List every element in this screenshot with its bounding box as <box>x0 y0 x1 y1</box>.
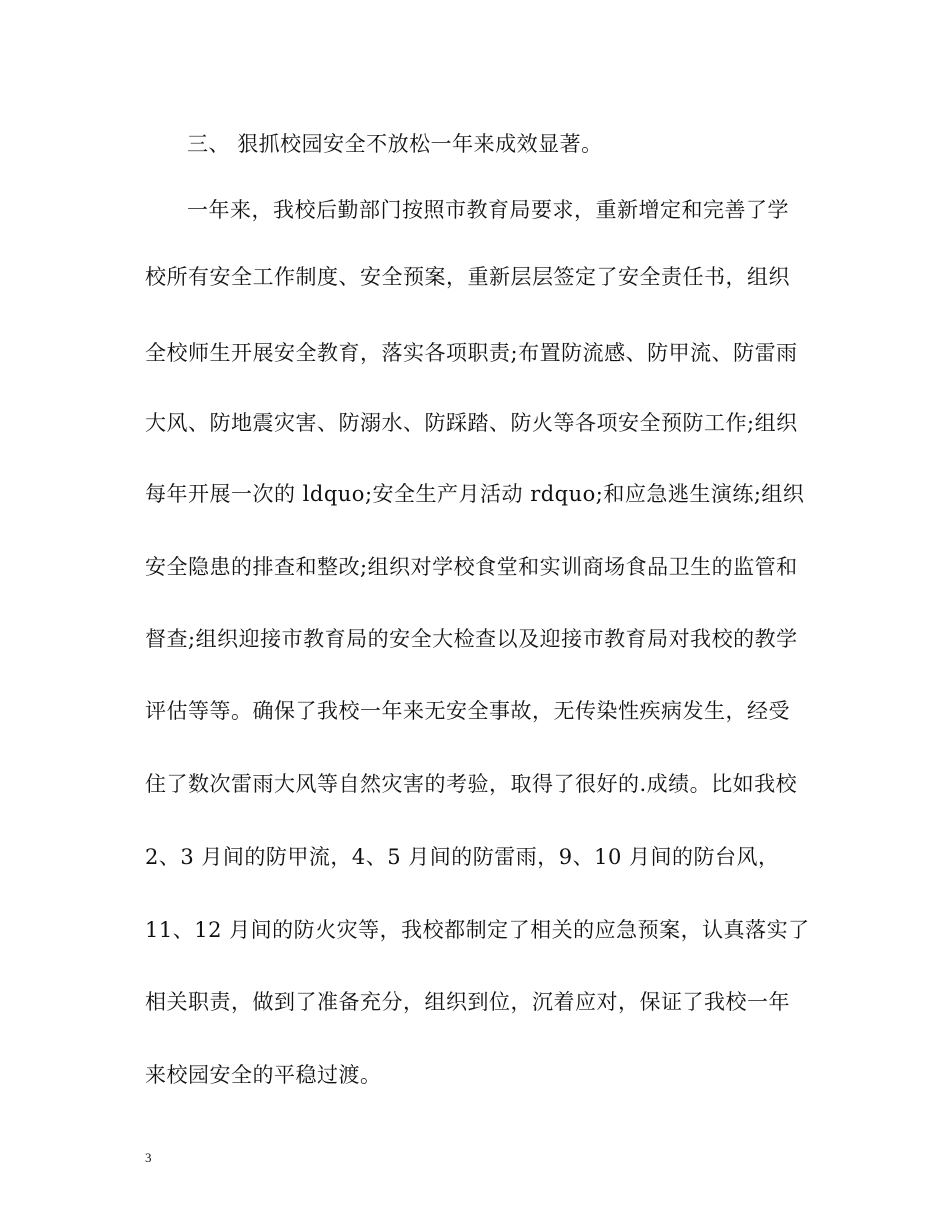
paragraph-line: 评估等等。确保了我校一年来无安全事故，无传染性疾病发生，经受 <box>145 699 790 723</box>
page-number: 3 <box>145 1150 152 1165</box>
paragraph-line: 大风、防地震灾害、防溺水、防踩踏、防火等各项安全预防工作;组织 <box>145 411 798 435</box>
paragraph-line: 校所有安全工作制度、安全预案，重新层层签定了安全责任书，组织 <box>145 265 790 289</box>
paragraph-line: 11、12 月间的防火灾等，我校都制定了相关的应急预案，认真落实了 <box>145 918 810 942</box>
paragraph-line: 来校园安全的平稳过渡。 <box>145 1063 382 1087</box>
paragraph-line: 相关职责，做到了准备充分，组织到位，沉着应对，保证了我校一年 <box>145 990 790 1014</box>
paragraph-line: 督查;组织迎接市教育局的安全大检查以及迎接市教育局对我校的教学 <box>145 627 798 651</box>
paragraph-line: 安全隐患的排查和整改;组织对学校食堂和实训商场食品卫生的监管和 <box>145 555 798 579</box>
paragraph-line: 住了数次雷雨大风等自然灾害的考验，取得了很好的.成绩。比如我校 <box>145 772 798 796</box>
paragraph-line: 每年开展一次的 ldquo;安全生产月活动 rdquo;和应急逃生演练;组织 <box>145 482 805 506</box>
section-heading: 三、 狠抓校园安全不放松一年来成效显著。 <box>187 132 603 156</box>
paragraph-line: 全校师生开展安全教育，落实各项职责;布置防流感、防甲流、防雷雨 <box>145 341 798 365</box>
paragraph-line: 2、3 月间的防甲流，4、5 月间的防雷雨，9、10 月间的防台风， <box>145 845 780 869</box>
paragraph-line: 一年来，我校后勤部门按照市教育局要求，重新增定和完善了学 <box>187 198 789 222</box>
